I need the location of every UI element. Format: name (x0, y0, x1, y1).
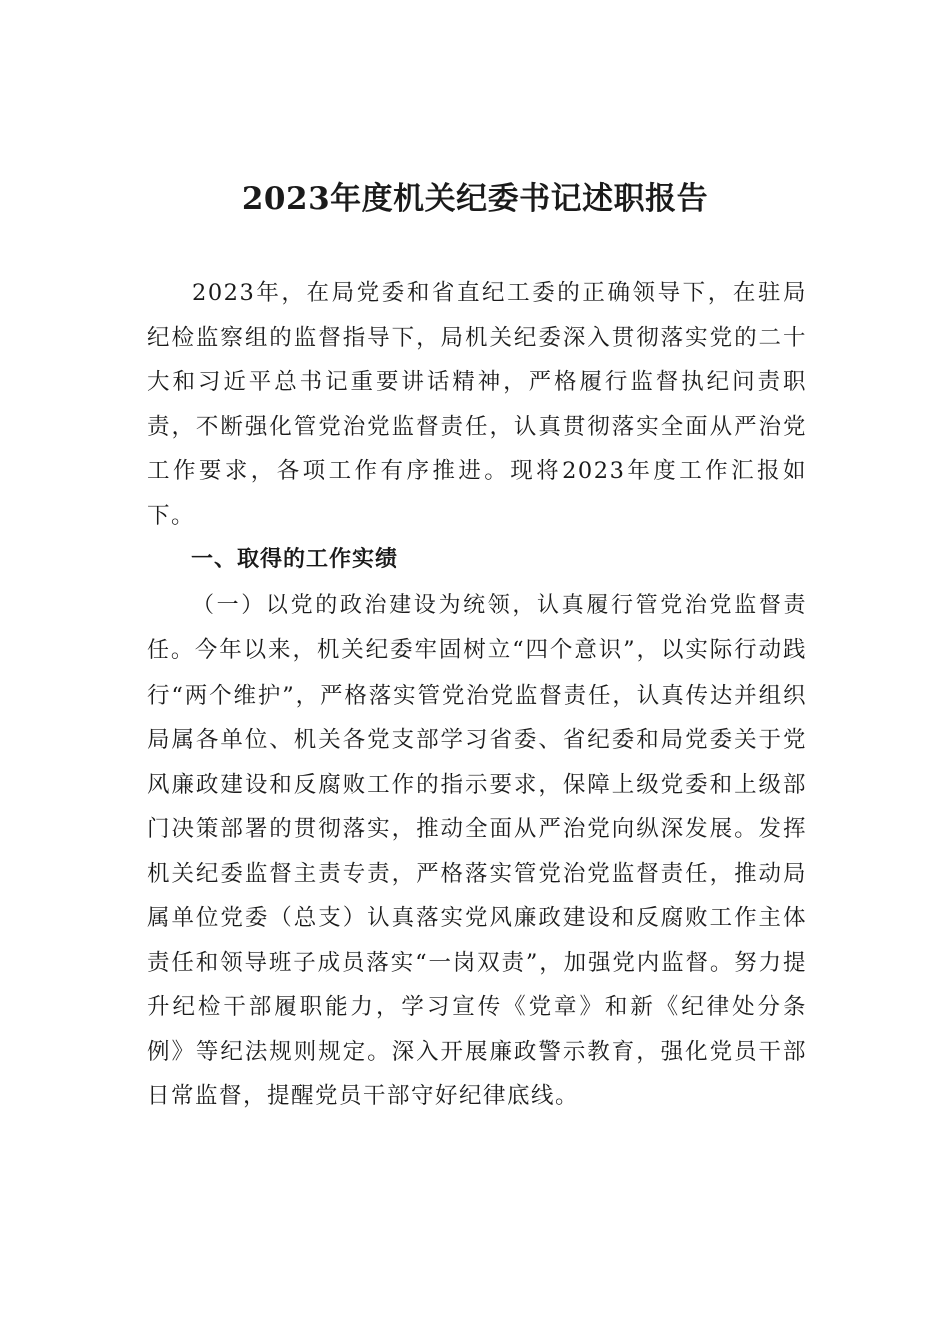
subsection-paragraph (147, 583, 807, 1119)
subsection-body: 今年以来，机关纪委牢固树立“四个意识”，以实际行动践行“两个维护”，严格落实管党治党监督责任，认真传达并组织局属各单位、机关各党支部学习省委、省纪委和局党委关于党风廉政建设和反腐败工作的指示要求，保障上级党委和上级部门决策部署的贯彻落实，推动全面从严治党向纵深发展。发挥机关纪委监督主责专责，严格落实管党治党监督责任，推动局属单位党委（总支）认真落实党风廉政建设和反腐败工作主体责任和领导班子成员落实“一岗双责”，加强党内监督。努力提升纪检干部履职能力，学习宣传《党章》和新《纪律处分条例》等纪法规则规定。深入开展廉政警示教育，强化党员干部日常监督，提醒党员干部守好纪律底线。 (147, 637, 807, 1109)
document-title: 2023年度机关纪委书记述职报告 (241, 181, 709, 217)
section-heading: 一、取得的工作实绩 (191, 547, 399, 572)
intro-paragraph: 2023年，在局党委和省直纪工委的正确领导下，在驻局纪检监察组的监督指导下，局机关纪委深入贯彻落实党的二十大和习近平总书记重要讲话精神，严格履行监督执纪问责职责，不断强化管党治党监督责任，认真贯彻落实全面从严治党工作要求，各项工作有序推进。现将2023年度工作汇报如下。 (147, 280, 807, 529)
document-body (147, 271, 807, 1119)
subsection-lead: （一）以党的政治建设为统领，认真履行管党治党监督责任。 (147, 592, 807, 663)
